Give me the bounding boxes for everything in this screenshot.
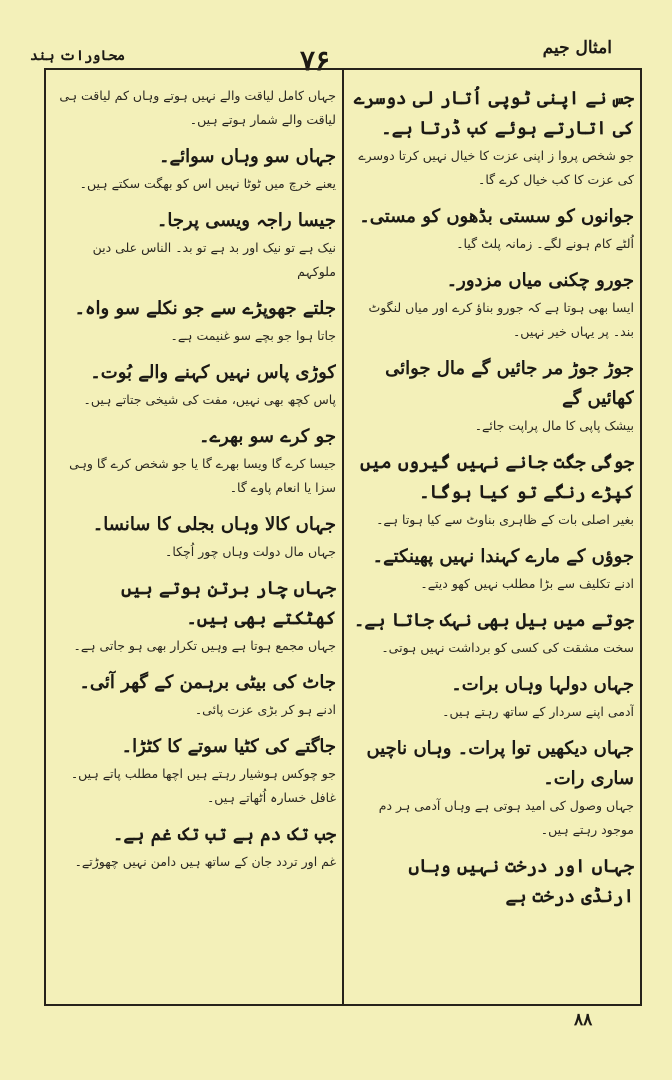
proverb-entry <box>352 448 634 532</box>
proverb-explanation: بیشک پاپی کا مال پراپت جائے۔ <box>474 418 634 433</box>
proverb-explanation: ادنے ہو کر بڑی عزت پائی۔ <box>194 702 336 717</box>
proverb-phrase: جس نے اپنی ٹوپی اُتار لی دوسرے کی اتارتے ہوئے کب ڈرتا ہے۔ <box>353 88 634 139</box>
proverb-phrase: جہاں دیکھیں توا پرات۔ وہاں ناچیں ساری رات۔ <box>366 738 634 789</box>
proverb-phrase: جو کرے سو بھرے۔ <box>199 426 336 447</box>
proverb-phrase: جوگی جگت جانے نہیں گیروں میں کپڑے رنگے تو کیا ہوگا۔ <box>360 452 634 503</box>
proverb-entry <box>52 422 336 500</box>
proverb-phrase: جوؤں کے مارے کہندا نہیں پھینکتے۔ <box>372 546 634 567</box>
proverb-entry <box>52 206 336 284</box>
proverb-explanation: جہاں وصول کی امید ہوتی ہے وہاں آدمی ہر دم موجود رہتے ہیں۔ <box>378 798 634 837</box>
proverb-phrase: جلتے جھوپڑے سے جو نکلے سو واہ۔ <box>74 298 336 319</box>
proverb-entry <box>52 668 336 722</box>
proverb-explanation: جو شخص پروا ز اپنی عزت کا خیال نہیں کرتا دوسرے کی عزت کا کب خیال کرے گا۔ <box>358 148 634 187</box>
proverb-entry <box>352 84 634 192</box>
proverb-phrase: جاگتے کی کٹیا سوتے کا کٹڑا۔ <box>121 736 336 757</box>
proverb-entry <box>352 202 634 256</box>
footer-number: ۸۸ <box>574 1010 593 1030</box>
proverb-entry <box>352 354 634 438</box>
proverb-phrase: جورو چکنی میاں مزدور۔ <box>446 270 634 291</box>
book-title: محاورات ہند <box>30 48 126 64</box>
proverb-phrase: جاٹ کی بیٹی برہمن کے گھر آئی۔ <box>79 672 336 693</box>
proverb-explanation: جہاں مجمع ہوتا ہے وہیں تکرار بھی ہو جاتی ہے۔ <box>73 638 336 653</box>
proverb-phrase: جیسا راجہ ویسی پرجا۔ <box>156 210 336 231</box>
proverb-phrase: جہاں اور درخت نہیں وہاں ارنڈی درخت ہے <box>408 856 634 907</box>
proverb-explanation: نیک ہے تو نیک اور بد ہے تو بد۔ الناس علی دین ملوکہم <box>92 240 336 279</box>
proverb-entry <box>352 542 634 596</box>
section-title: امثال جیم <box>542 38 612 58</box>
proverb-entry <box>52 294 336 348</box>
proverb-phrase: جہاں دولہا وہاں برات۔ <box>451 674 634 695</box>
proverb-explanation: جہاں مال دولت وہاں چور اُچکا۔ <box>165 544 336 559</box>
proverb-explanation: جیسا کرے گا ویسا بھرے گا یا جو شخص کرے گا وہی سزا یا انعام پاوے گا۔ <box>69 456 336 495</box>
proverb-explanation: جاتا ہوا جو بچے سو غنیمت ہے۔ <box>170 328 336 343</box>
proverb-phrase: جوانوں کو سستی بڈھوں کو مستی۔ <box>359 206 634 227</box>
proverb-explanation: اُلٹے کام ہونے لگے۔ زمانہ پلٹ گیا۔ <box>456 236 634 251</box>
page-number: ۷۶ <box>300 44 331 77</box>
proverb-entry <box>52 510 336 564</box>
proverb-phrase: جہاں چار برتن ہوتے ہیں کھٹکتے بھی ہیں۔ <box>121 578 336 629</box>
proverb-entry <box>52 358 336 412</box>
proverb-entry <box>352 734 634 842</box>
proverb-explanation: سخت مشقت کی کسی کو برداشت نہیں ہوتی۔ <box>381 640 634 655</box>
proverb-phrase: جب تک دم ہے تب تک غم ہے۔ <box>112 824 336 845</box>
proverb-entry <box>352 670 634 724</box>
proverb-explanation: ایسا بھی ہوتا ہے کہ جورو بناؤ کرے اور میاں لنگوٹ بند۔ پر یہاں خیر نہیں۔ <box>368 300 634 339</box>
proverb-explanation: جو چوکس ہوشیار رہتے ہیں اچھا مطلب پاتے ہیں۔ غافل خسارہ اُٹھاتے ہیں۔ <box>70 766 336 805</box>
proverb-explanation: ادنے تکلیف سے بڑا مطلب نہیں کھو دیتے۔ <box>420 576 634 591</box>
proverb-phrase: جہاں سو وہاں سوائے۔ <box>159 146 336 167</box>
proverb-explanation: غم اور تردد جان کے ساتھ ہیں دامن نہیں چھوڑتے۔ <box>74 854 336 869</box>
proverb-explanation: پاس کچھ بھی نہیں، مفت کی شیخی جتاتے ہیں۔ <box>83 392 336 407</box>
proverb-phrase: کوڑی پاس نہیں کہنے والے بُوت۔ <box>90 362 336 383</box>
proverb-phrase: جوڑ جوڑ مر جائیں گے مال جوائی کھائیں گے <box>385 358 634 409</box>
proverb-explanation: بغیر اصلی بات کے ظاہری بناوٹ سے کیا ہوتا ہے۔ <box>376 512 634 527</box>
column-divider <box>342 68 344 1006</box>
proverb-phrase: جہاں کالا وہاں بجلی کا سانسا۔ <box>92 514 336 535</box>
proverb-entry <box>52 574 336 658</box>
proverb-entry <box>352 266 634 344</box>
proverb-phrase: جوتے میں بیل بھی نہک جاتا ہے۔ <box>353 610 634 631</box>
proverb-entry <box>52 820 336 874</box>
proverb-entry <box>52 142 336 196</box>
proverb-explanation: یعنے خرچ میں ٹوٹا نہیں اس کو بھگت سکتے ہیں۔ <box>79 176 336 191</box>
left-column <box>52 84 336 994</box>
proverb-entry <box>352 606 634 660</box>
proverb-entry <box>352 852 634 912</box>
right-column <box>352 84 634 994</box>
proverb-explanation: جہاں کامل لیاقت والے نہیں ہوتے وہاں کم لیاقت ہی لیاقت والے شمار ہوتے ہیں۔ <box>59 88 336 127</box>
proverb-entry <box>52 84 336 132</box>
proverb-entry <box>52 732 336 810</box>
proverb-explanation: آدمی اپنے سردار کے ساتھ رہتے ہیں۔ <box>442 704 634 719</box>
